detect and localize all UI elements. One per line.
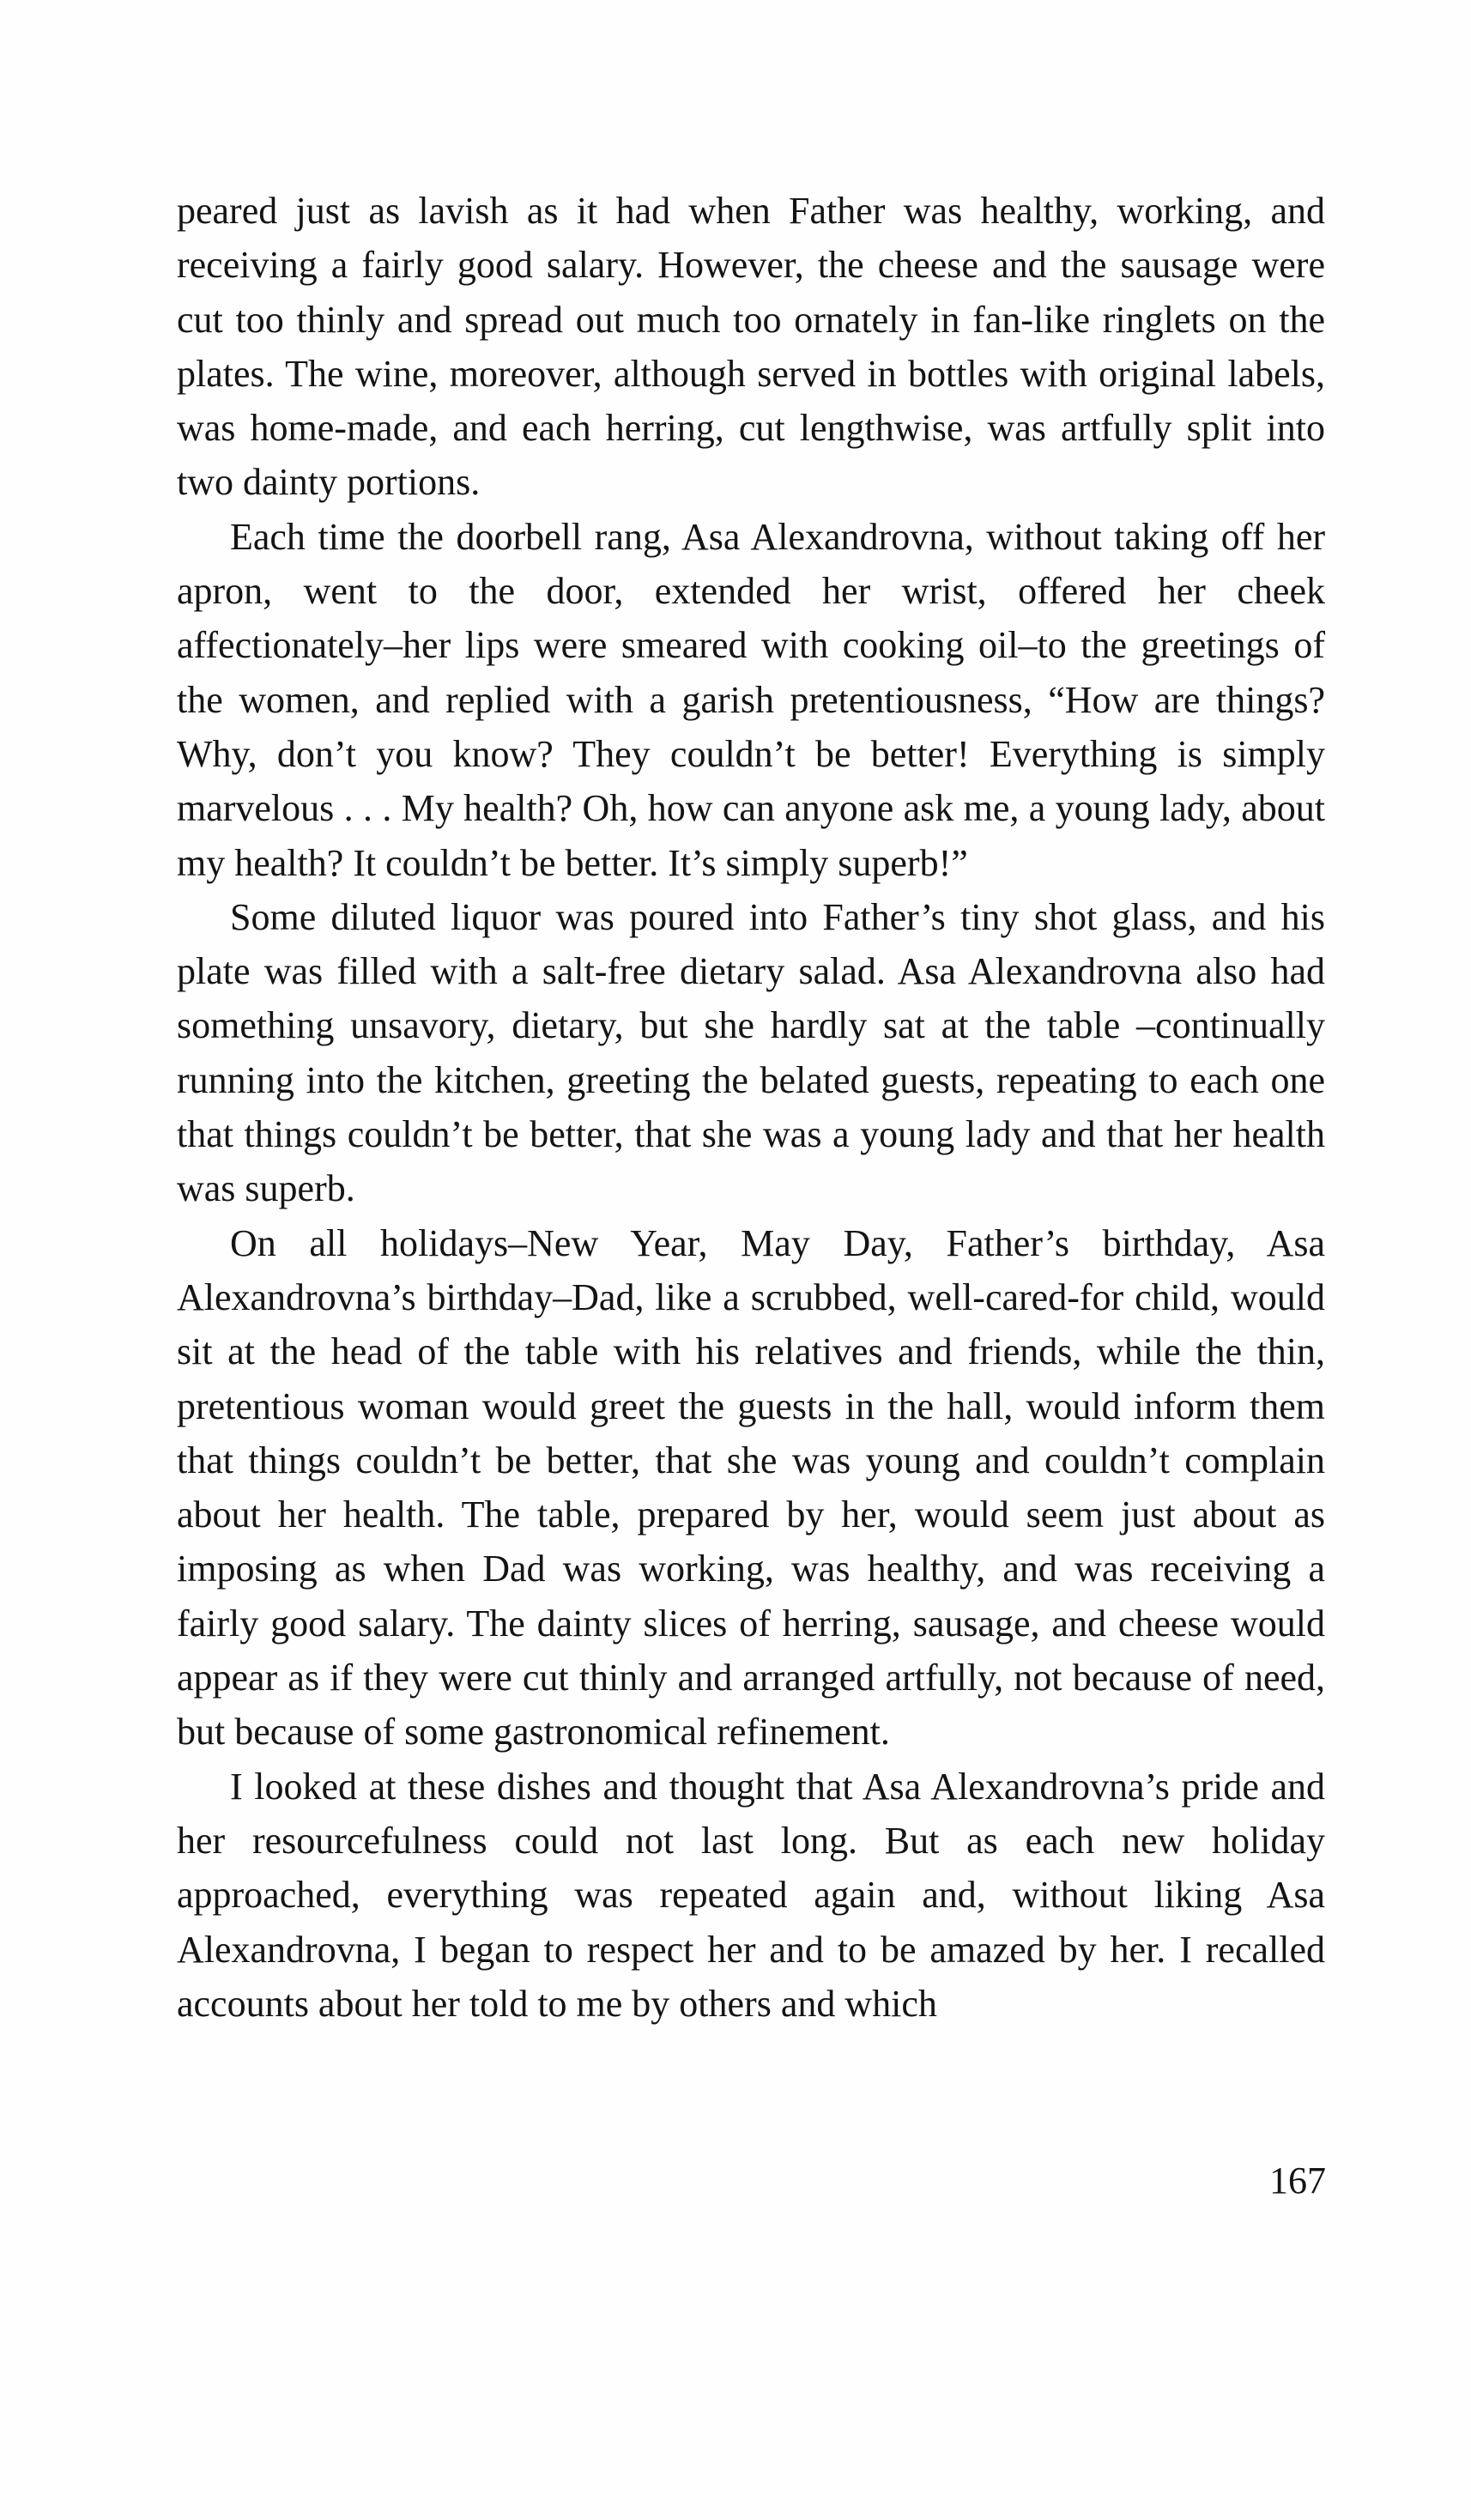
paragraph-holidays: On all holidays–New Year, May Day, Father’s birthday, Asa Alexandrovna’s birthday–Dad, like a scrubbed, well-cared-for child, would sit at the head of the table with his relatives and friends, while the thin, pretentious woman would greet the guests in the hall, would inform them that things couldn’t be better, that she was young and couldn’t complain about her health. The table, prepared by her, would seem just about as imposing as when Dad was working, was healthy, and was receiving a fairly good salary. The dainty slices of herring, sausage, and cheese would appear as if they were cut thinly and arranged artfully, not because of need, but because of some gastronomical refinement.	[177, 1221, 1325, 1754]
paragraph-looked-at-dishes: I looked at these dishes and thought that Asa Alexandrovna’s pride and her resourcefulness could not last long. But as each new holiday approached, everything was repeated again and, without liking Asa Alexandrovna, I began to respect her and to be amazed by her. I recalled accounts about her told to me by others and which	[177, 1765, 1325, 2025]
paragraph-continuation: peared just as lavish as it had when Father was healthy, working, and receiving a fairly good salary. However, the cheese and the sausage were cut too thinly and spread out much too ornately in fan-like ringlets on the plates. The wine, moreover, although served in bottles with original labels, was home-made, and each herring, cut lengthwise, was artfully split into two dainty portions.	[177, 190, 1325, 504]
paragraph-doorbell: Each time the doorbell rang, Asa Alexandrovna, without taking off her apron, went to the door, extended her wrist, offered her cheek affectionately–her lips were smeared with cooking oil–to the greetings of the women, and replied with a garish pretentiousness, “How are things? Why, don’t you know? They couldn’t be better! Everything is simply marvelous . . . My health? Oh, how can anyone ask me, a young lady, about my health? It couldn’t be better. It’s simply superb!”	[177, 515, 1325, 884]
paragraph-diluted-liquor: Some diluted liquor was poured into Father’s tiny shot glass, and his plate was filled with a salt-free dietary salad. Asa Alexandrovna also had something unsavory, dietary, but she hardly sat at the table –continually running into the kitchen, greeting the belated guests, repeating to each one that things couldn’t be better, that she was a young lady and that her health was superb.	[177, 895, 1325, 1210]
body-text	[177, 184, 1325, 2031]
page-number: 167	[1269, 2160, 1326, 2202]
